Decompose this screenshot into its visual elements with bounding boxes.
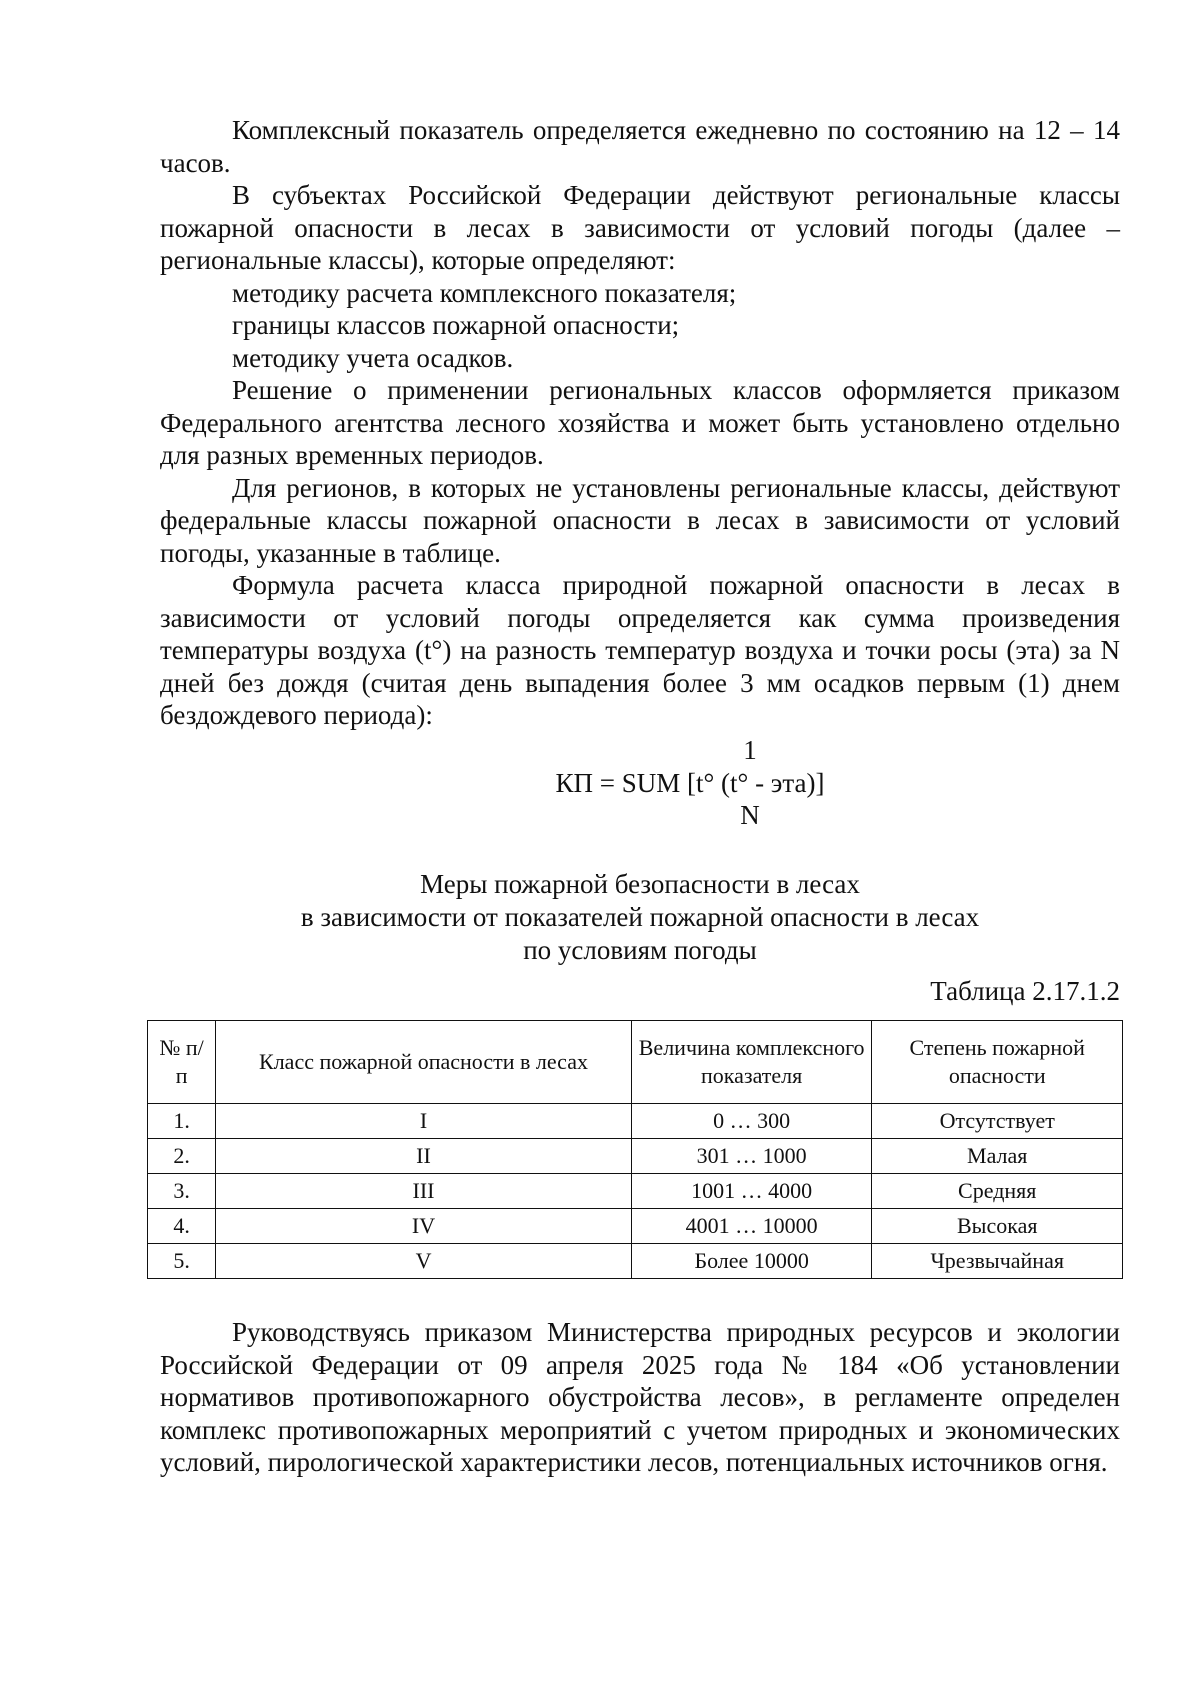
cell-degree: Отсутствует <box>872 1104 1123 1139</box>
cell-value: 4001 … 10000 <box>631 1209 872 1244</box>
cell-num: 2. <box>148 1139 216 1174</box>
table-title-line: по условиям погоды <box>523 935 757 965</box>
formula-denominator: N <box>740 800 760 830</box>
paragraph-decision: Решение о применении региональных классов оформляется приказом Федерального агентства лесного хозяйства и может быть установлено отдельно для разных временных периодов. <box>160 375 1120 470</box>
cell-degree: Высокая <box>872 1209 1123 1244</box>
cell-degree: Малая <box>872 1139 1123 1174</box>
cell-class: V <box>216 1244 632 1279</box>
table-row <box>148 1139 1123 1174</box>
paragraph-regional-classes: В субъектах Российской Федерации действуют региональные классы пожарной опасности в лесах в зависимости от условий погоды (далее – региональные классы), которые определяют: <box>160 180 1120 275</box>
header-num: № п/п <box>148 1021 216 1104</box>
cell-num: 4. <box>148 1209 216 1244</box>
table-title <box>160 868 1120 967</box>
paragraph-daily-index: Комплексный показатель определяется ежедневно по состоянию на 12 – 14 часов. <box>160 115 1120 178</box>
list-item: методику расчета комплексного показателя; <box>232 277 737 308</box>
cell-value: Более 10000 <box>631 1244 872 1279</box>
table-row <box>148 1174 1123 1209</box>
paragraph-formula-description: Формула расчета класса природной пожарной опасности в лесах в зависимости от условий погоды определяется как сумма произведения температуры воздуха (t°) на разность температур воздуха и точки росы (эта) за N дней без дождя (считая день выпадения более 3 мм осадков первым (1) днем бездождевого периода): <box>160 570 1120 730</box>
paragraph-federal-classes: Для регионов, в которых не установлены региональные классы, действуют федеральные классы пожарной опасности в лесах в зависимости от условий погоды, указанные в таблице. <box>160 472 1120 568</box>
table-header-row <box>148 1021 1123 1104</box>
header-degree: Степень пожарной опасности <box>872 1021 1123 1104</box>
header-class: Класс пожарной опасности в лесах <box>216 1021 632 1104</box>
table-row <box>148 1209 1123 1244</box>
cell-value: 301 … 1000 <box>631 1139 872 1174</box>
table-row <box>148 1244 1123 1279</box>
table-title-line: Меры пожарной безопасности в лесах <box>420 869 860 899</box>
cell-num: 1. <box>148 1104 216 1139</box>
cell-degree: Средняя <box>872 1174 1123 1209</box>
cell-value: 1001 … 4000 <box>631 1174 872 1209</box>
cell-num: 3. <box>148 1174 216 1209</box>
fire-danger-classes-table <box>147 1020 1123 1279</box>
formula-numerator: 1 <box>743 735 757 765</box>
header-value: Величина комплексного показателя <box>631 1021 872 1104</box>
cell-degree: Чрезвычайная <box>872 1244 1123 1279</box>
table-caption: Таблица 2.17.1.2 <box>930 976 1120 1006</box>
cell-class: IV <box>216 1209 632 1244</box>
paragraph-closing: Руководствуясь приказом Министерства природных ресурсов и экологии Российской Федерации от 09 апреля 2025 года № 184 «Об установлении нормативов противопожарного обустройства лесов», в регламенте определен комплекс противопожарных мероприятий с учетом природных и экономических условий, пирологической характеристики лесов, потенциальных источников огня. <box>160 1317 1120 1477</box>
list-item: методику учета осадков. <box>232 342 514 373</box>
formula <box>480 734 900 832</box>
table-row <box>148 1104 1123 1139</box>
formula-expression: КП = SUM [t° (t° - эта)] <box>555 767 825 798</box>
cell-class: I <box>216 1104 632 1139</box>
cell-num: 5. <box>148 1244 216 1279</box>
closing-text <box>160 1316 1120 1479</box>
body-text <box>160 114 1120 732</box>
list-item: границы классов пожарной опасности; <box>232 310 680 340</box>
cell-class: II <box>216 1139 632 1174</box>
table-title-line: в зависимости от показателей пожарной опасности в лесах <box>300 902 980 932</box>
cell-value: 0 … 300 <box>631 1104 872 1139</box>
cell-class: III <box>216 1174 632 1209</box>
